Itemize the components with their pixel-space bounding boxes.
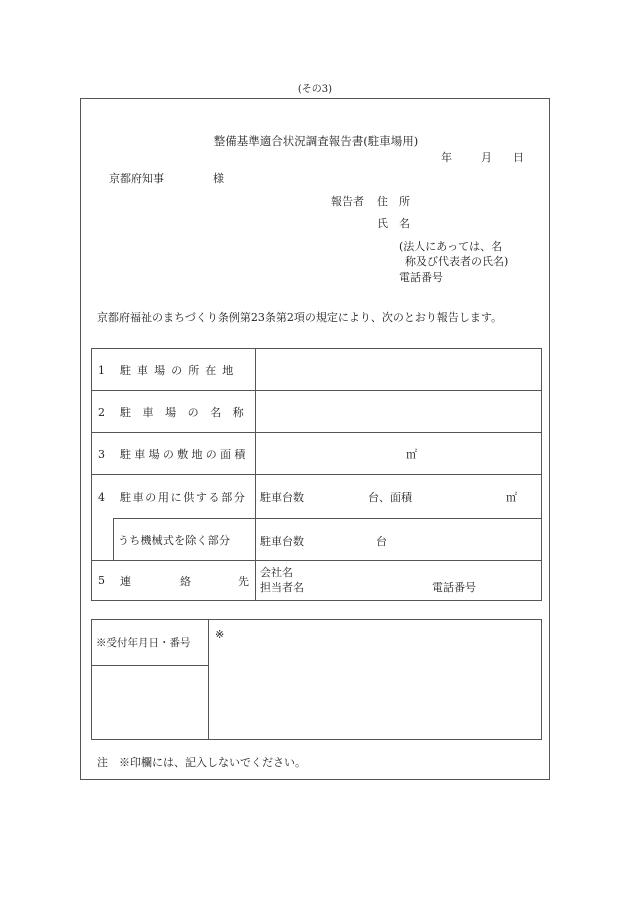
non-mechanical-label: うち機械式を除く部分: [118, 533, 231, 547]
table-row-parking-part: [92, 475, 542, 519]
receipt-mark-cell: [209, 620, 542, 740]
reporter-note-line1: (法人にあっては、名: [399, 240, 503, 253]
contact-label-b: 絡: [180, 575, 191, 588]
date-year[interactable]: 年: [441, 151, 452, 164]
sheet-number: (その3): [297, 84, 333, 95]
footnote: 注 ※印欄には、記入しないでください。: [97, 756, 306, 769]
non-mechanical-value-cell[interactable]: [256, 519, 542, 561]
receipt-table: [91, 619, 542, 740]
site-area-value-cell[interactable]: [256, 433, 542, 475]
addressee-sama: 様: [213, 172, 224, 185]
row-number: 3: [98, 447, 105, 461]
table-row-site-area: [92, 433, 542, 475]
reporter-name-label[interactable]: 氏 名: [377, 217, 410, 230]
site-area-label: 駐車場の敷地の面積: [120, 447, 249, 461]
receipt-row-header: [92, 620, 542, 666]
contact-value-cell[interactable]: [256, 561, 542, 601]
contact-label-a: 連: [120, 575, 131, 588]
receipt-label: ※受付年月日・番号: [96, 637, 191, 649]
name-label-cell: [92, 391, 256, 433]
location-label: 駐車場の所在地: [120, 363, 240, 377]
contact-label-c: 先: [238, 575, 249, 588]
contact-label-cell: [92, 561, 256, 601]
name-value-cell[interactable]: [256, 391, 542, 433]
parking-count-unit: 台、面積: [368, 491, 413, 504]
report-table: [91, 348, 542, 601]
row-number: 4: [98, 490, 105, 504]
table-row-non-mechanical: [92, 519, 542, 561]
receipt-blank-cell: [92, 666, 209, 740]
reporter-note-line2: 称及び代表者の氏名): [405, 255, 509, 268]
table-row-location: [92, 349, 542, 391]
contact-company-label: 会社名: [260, 566, 294, 579]
name-label: 駐車場の名称: [120, 405, 256, 419]
contact-person-label: 担当者名: [260, 581, 305, 594]
location-label-cell: [92, 349, 256, 391]
non-mechanical-label-cell: [114, 519, 256, 561]
table-row-name: [92, 391, 542, 433]
reporter-phone-label[interactable]: 電話番号: [399, 271, 443, 284]
statement-text: 京都府福祉のまちづくり条例第23条第2項の規定により、次のとおり報告します。: [97, 311, 503, 324]
parking-area-unit: ㎡: [506, 491, 518, 504]
non-mechanical-count-unit: 台: [376, 535, 388, 548]
contact-phone-label: 電話番号: [432, 581, 477, 594]
receipt-label-cell: [92, 620, 209, 666]
location-value-cell[interactable]: [256, 349, 542, 391]
form-frame: [80, 98, 550, 780]
row-number: 5: [98, 574, 105, 587]
parking-count-label: 駐車台数: [260, 491, 305, 504]
reporter-label: 報告者: [331, 195, 364, 208]
form-title: 整備基準適合状況調査報告書(駐車場用): [213, 134, 419, 148]
row-number: 2: [98, 405, 105, 419]
receipt-mark: ※: [215, 628, 225, 641]
reporter-address-label[interactable]: 住 所: [377, 195, 410, 208]
date-day[interactable]: 日: [513, 151, 524, 164]
parking-part-label: 駐車の用に供する部分: [120, 490, 247, 504]
table-row-contact: [92, 561, 542, 601]
row-number: 1: [98, 363, 105, 377]
parking-part-value-cell[interactable]: [256, 475, 542, 519]
site-area-unit: ㎡: [406, 448, 418, 461]
parking-part-label-cell: [92, 475, 256, 519]
date-month[interactable]: 月: [481, 151, 492, 164]
indent-cell: [92, 519, 114, 561]
addressee-governor: 京都府知事: [109, 172, 164, 185]
non-mechanical-count-label: 駐車台数: [260, 535, 305, 548]
site-area-label-cell: [92, 433, 256, 475]
